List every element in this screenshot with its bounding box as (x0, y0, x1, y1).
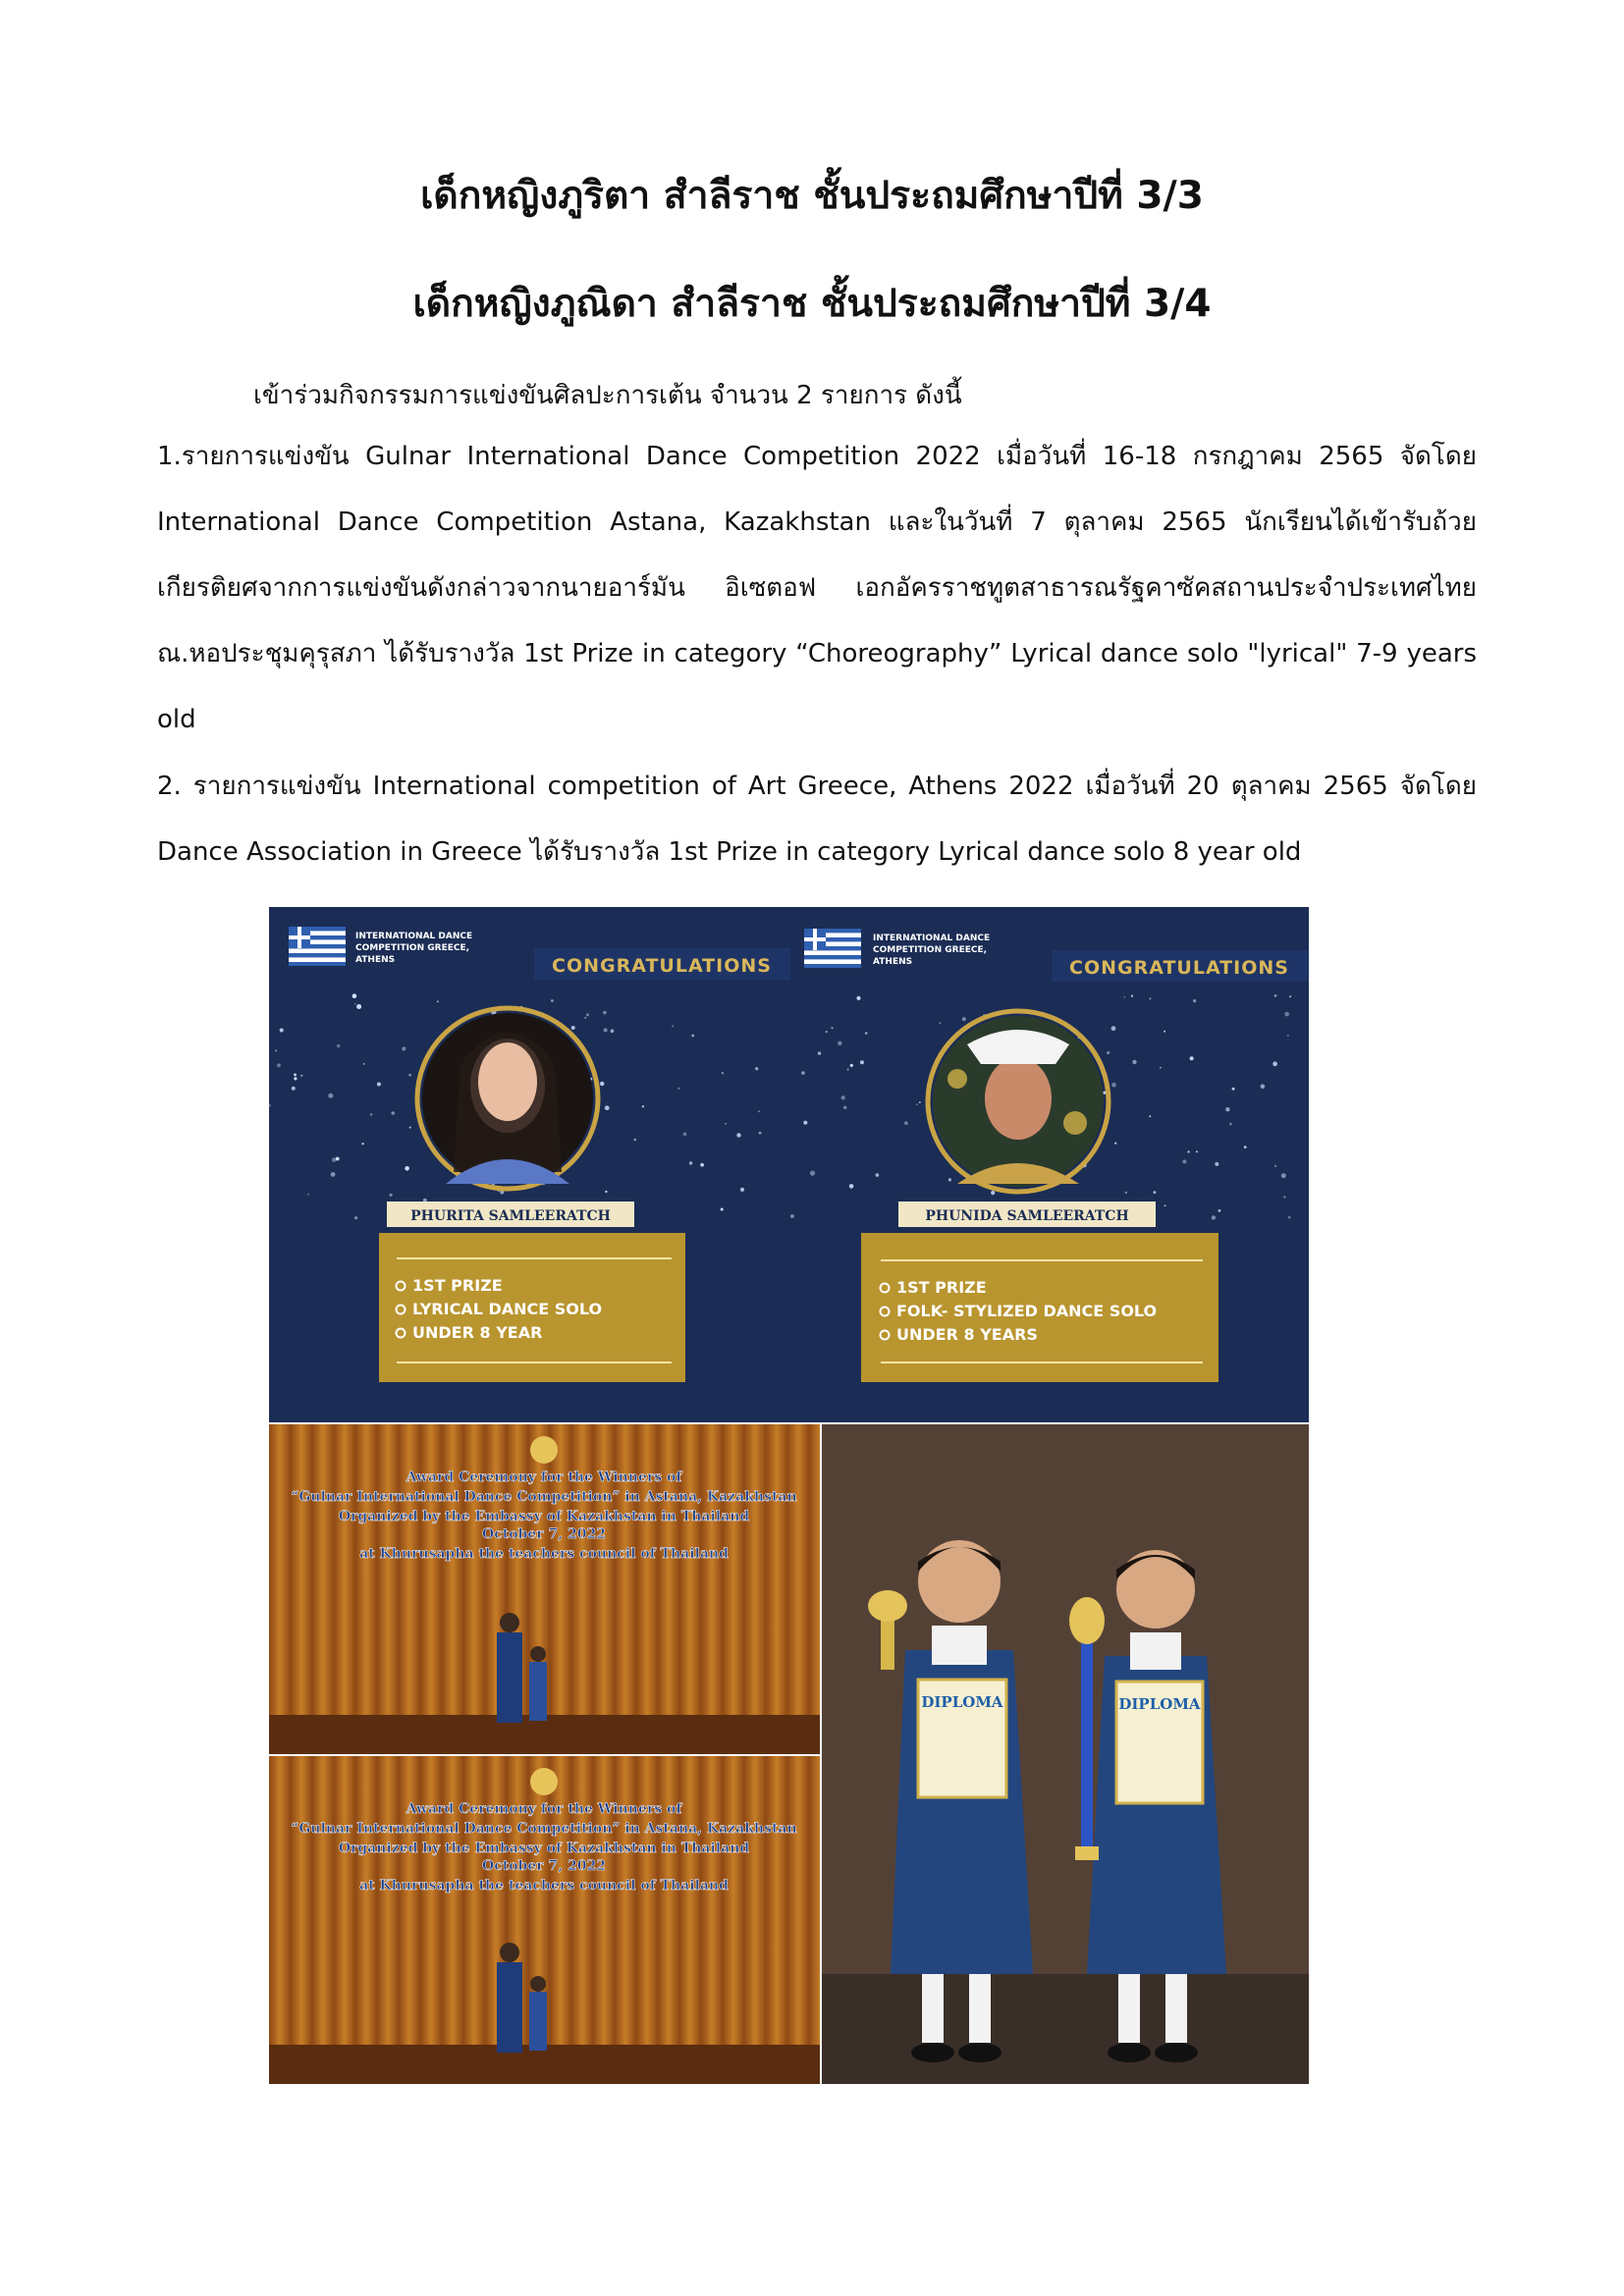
org-line-1: INTERNATIONAL DANCE (355, 932, 473, 941)
star-dot (939, 1022, 941, 1024)
star-dot (586, 1013, 589, 1016)
star-dot (759, 1132, 762, 1135)
trophy-icon (1081, 1630, 1093, 1846)
star-dot (405, 1166, 409, 1171)
star-dot (328, 1094, 333, 1098)
star-dot (1149, 997, 1151, 999)
star-dot (1154, 1191, 1157, 1194)
emblem-icon (530, 1436, 558, 1464)
star-dot (1261, 1085, 1266, 1090)
diploma-label: DIPLOMA (921, 1693, 1003, 1711)
star-dot (683, 1133, 687, 1137)
star-dot (826, 1031, 828, 1033)
emblem-icon (530, 1768, 558, 1795)
banner-line-3: Organized by the Embassy of Kazakhstan in Thailand (338, 1841, 750, 1856)
star-dot (1125, 1192, 1127, 1194)
star-dot (1272, 1061, 1277, 1066)
star-dot (363, 1063, 365, 1065)
star-dot (280, 1028, 284, 1032)
org-line-2: COMPETITION GREECE, (355, 943, 470, 953)
star-dot (1212, 1215, 1216, 1219)
star-dot (801, 1071, 805, 1075)
star-dot (300, 1075, 302, 1077)
star-dot (689, 1161, 692, 1164)
star-dot (551, 999, 554, 1002)
star-dot (584, 1017, 586, 1019)
congratulations-label: CONGRATULATIONS (1069, 957, 1289, 979)
star-dot (1132, 1060, 1136, 1064)
star-dot (904, 1121, 908, 1125)
star-dot (1164, 1204, 1166, 1206)
star-dot (1281, 1173, 1286, 1178)
star-dot (1196, 1150, 1198, 1152)
star-dot (677, 1088, 679, 1090)
ceremony-photo-1 (269, 1424, 820, 1754)
star-dot (356, 1004, 361, 1009)
star-dot (1283, 1196, 1285, 1198)
star-dot (919, 1101, 921, 1103)
prize-line-3: UNDER 8 YEARS (896, 1325, 1038, 1344)
star-dot (831, 1027, 833, 1029)
org-line-3: ATHENS (873, 957, 913, 967)
star-dot (409, 1127, 411, 1129)
star-dot (294, 1077, 297, 1080)
org-line-1: INTERNATIONAL DANCE (873, 934, 991, 943)
certificate-phunida (790, 907, 1309, 1422)
star-dot (843, 1106, 846, 1109)
star-dot (818, 1051, 821, 1054)
star-dot (402, 1046, 406, 1050)
star-dot (611, 1030, 615, 1034)
greece-flag-icon (804, 929, 861, 968)
banner-line-1: Award Ceremony for the Winners of (406, 1801, 682, 1817)
star-dot (1229, 1123, 1232, 1126)
star-dot (294, 1074, 297, 1077)
intro-text: เข้าร่วมกิจกรรมการแข่งขันศิลปะการเต้น จำนวน 2 รายการ ดังนี้ (253, 381, 962, 410)
star-dot (991, 1191, 995, 1195)
star-dot (1218, 1209, 1221, 1212)
star-dot (758, 1110, 760, 1112)
star-dot (1124, 996, 1126, 998)
prize-line-3: UNDER 8 YEAR (412, 1323, 543, 1342)
star-dot (354, 1003, 356, 1005)
banner-line-5: at Khurusapha the teachers council of Thailand (359, 1878, 729, 1894)
star-dot (1274, 1165, 1276, 1167)
star-dot (292, 1087, 296, 1091)
star-dot (437, 1000, 439, 1002)
star-dot (1193, 999, 1196, 1002)
star-dot (1287, 1035, 1289, 1037)
star-dot (600, 1082, 604, 1086)
star-dot (408, 1074, 411, 1077)
star-dot (1114, 1143, 1116, 1145)
star-dot (1164, 1031, 1165, 1033)
star-dot (1225, 1107, 1229, 1111)
star-dot (691, 1035, 694, 1038)
prize-line-1: 1ST PRIZE (896, 1278, 987, 1297)
star-dot (847, 1069, 849, 1071)
star-dot (838, 1041, 841, 1045)
star-dot (605, 1191, 607, 1193)
star-dot (275, 1049, 277, 1051)
star-dot (337, 1044, 340, 1047)
star-dot (916, 1103, 918, 1105)
star-dot (634, 1139, 637, 1142)
star-dot (605, 1105, 610, 1110)
star-dot (571, 1026, 575, 1030)
star-dot (1149, 1115, 1151, 1117)
star-dot (962, 1017, 966, 1021)
item-2-text: 2. รายการแข่งขัน International competition of Art Greece, Athens 2022 เมื่อวันที่ 20 ตุลาคม 2565 จัดโดย Dance Association in Greece ได้รับรางวัล 1st Prize in category Lyrical dance solo 8 year old (157, 772, 1477, 867)
star-dot (391, 1111, 395, 1115)
title-line-1: เด็กหญิงภูริตา สำลีราช ชั้นประถมศึกษาปีที่ 3/3 (420, 174, 1204, 218)
star-dot (336, 1157, 340, 1161)
star-dot (725, 1123, 727, 1125)
student-name: PHUNIDA SAMLEERATCH (925, 1208, 1129, 1224)
star-dot (361, 1143, 363, 1145)
star-dot (1289, 995, 1291, 997)
star-dot (721, 1208, 724, 1211)
twins-trophy-photo (822, 1424, 1309, 2084)
banner-line-4: October 7, 2022 (482, 1526, 606, 1542)
star-dot (1107, 1051, 1110, 1054)
star-dot (1182, 1159, 1186, 1163)
star-dot (841, 1095, 845, 1099)
star-dot (1187, 1150, 1189, 1152)
star-dot (860, 1060, 864, 1064)
star-dot (1215, 1162, 1218, 1166)
prize-line-2: FOLK- STYLIZED DANCE SOLO (896, 1302, 1158, 1320)
star-dot (722, 1072, 724, 1074)
banner-line-4: October 7, 2022 (482, 1858, 606, 1874)
star-dot (604, 1028, 608, 1032)
star-dot (352, 993, 357, 998)
star-dot (377, 1083, 381, 1087)
prize-line-1: 1ST PRIZE (412, 1276, 503, 1295)
star-dot (1160, 1067, 1162, 1069)
star-dot (332, 1157, 337, 1162)
star-dot (642, 1105, 644, 1107)
star-dot (370, 1113, 373, 1116)
star-dot (1131, 995, 1133, 997)
star-dot (1288, 1216, 1291, 1219)
star-dot (603, 1011, 606, 1014)
diploma-label: DIPLOMA (1118, 1695, 1201, 1713)
title-line-2: เด็กหญิงภูณิดา สำลีราช ชั้นประถมศึกษาปีที่ 3/4 (412, 282, 1212, 326)
prize-line-2: LYRICAL DANCE SOLO (412, 1300, 603, 1318)
star-dot (390, 1194, 393, 1197)
star-dot (672, 1025, 674, 1027)
star-dot (856, 996, 860, 1000)
star-dot (876, 1173, 880, 1177)
star-dot (850, 1064, 853, 1067)
banner-line-5: at Khurusapha the teachers council of Thailand (359, 1546, 729, 1562)
banner-line-3: Organized by the Embassy of Kazakhstan in Thailand (338, 1509, 750, 1524)
star-dot (1232, 1088, 1235, 1091)
star-dot (803, 1121, 807, 1125)
org-line-2: COMPETITION GREECE, (873, 945, 988, 955)
star-dot (1190, 1056, 1194, 1060)
star-dot (790, 1214, 794, 1218)
star-dot (1244, 1146, 1247, 1148)
star-dot (755, 1067, 758, 1070)
banner-line-1: Award Ceremony for the Winners of (406, 1469, 682, 1485)
star-dot (277, 1063, 281, 1067)
star-dot (307, 1194, 309, 1196)
student-name: PHURITA SAMLEERATCH (410, 1208, 611, 1224)
star-dot (1111, 1083, 1116, 1088)
star-dot (736, 1133, 740, 1137)
star-dot (948, 1178, 951, 1181)
star-dot (849, 1184, 854, 1189)
star-dot (700, 1163, 704, 1167)
greece-flag-icon (289, 927, 346, 966)
star-dot (1284, 1012, 1289, 1017)
certificate-phurita (269, 907, 790, 1422)
item-1-text: 1.รายการแข่งขัน Gulnar International Dance Competition 2022 เมื่อวันที่ 16-18 กรกฎาคม 2565 จัดโดย International Dance Competition Astana, Kazakhstan และในวันที่ 7 ตุลาคม 2565 นักเรียนได้เข้ารับถ้วยเกียรติยศจากการแข่งขันดังกล่าวจากนายอาร์มัน อิเซตอฟ เอกอัครราชทูตสาธารณรัฐคาซัคสถานประจำประเทศไทย ณ.หอประชุมคุรุสภา ได้รับรางวัล 1st Prize in category “Choreography” Lyrical dance solo "lyrical" 7-9 years old (157, 442, 1477, 734)
star-dot (1111, 1026, 1116, 1031)
banner-line-2: “Gulnar International Dance Competition” in Astana, Kazakhstan (291, 1489, 797, 1505)
banner-line-2: “Gulnar International Dance Competition” in Astana, Kazakhstan (291, 1821, 797, 1837)
star-dot (810, 1171, 815, 1176)
ceremony-photos (269, 1424, 820, 2084)
star-dot (865, 1032, 868, 1035)
congratulations-label: CONGRATULATIONS (552, 955, 772, 977)
star-dot (740, 1188, 744, 1192)
org-line-3: ATHENS (355, 955, 396, 965)
star-dot (354, 1216, 357, 1219)
star-dot (331, 1172, 336, 1177)
star-dot (1274, 994, 1277, 997)
ceremony-photo-2 (269, 1756, 820, 2084)
